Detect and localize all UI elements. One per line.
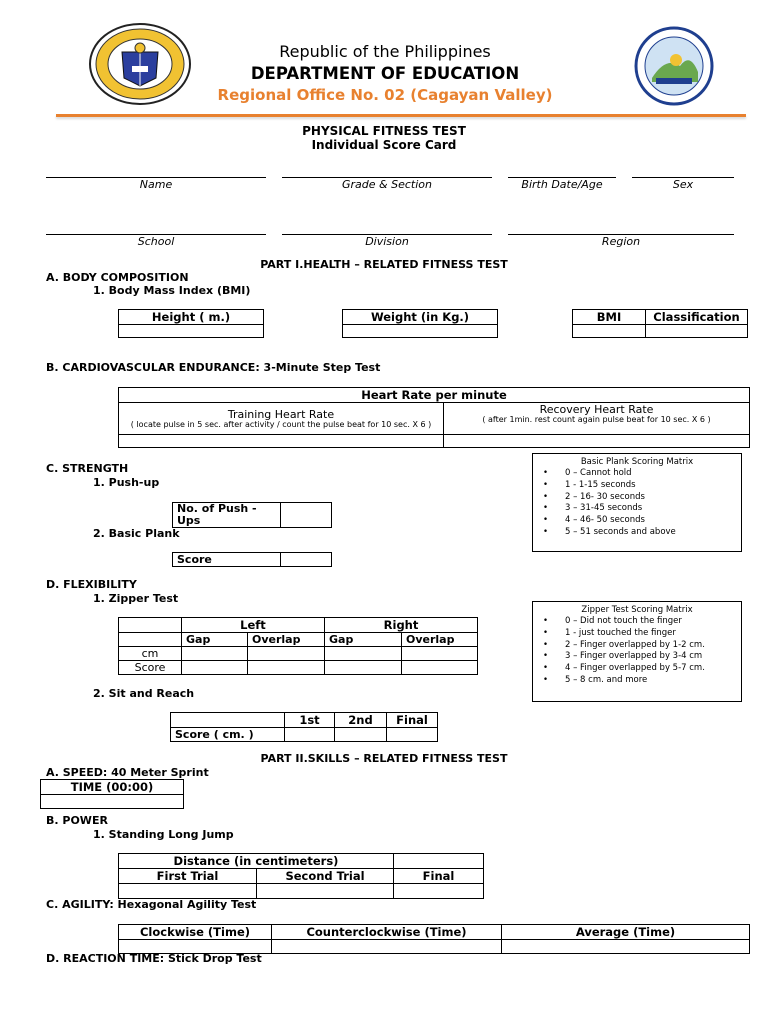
reaction-heading: D. REACTION TIME: Stick Drop Test (46, 952, 262, 965)
list-item: • 2 – 16- 30 seconds (539, 492, 735, 504)
list-item: • 5 – 51 seconds and above (539, 527, 735, 539)
sit-reach-item: 2. Sit and Reach (93, 687, 195, 700)
list-item: • 1 - 1-15 seconds (539, 480, 735, 492)
cm-row-label: cm (119, 647, 182, 661)
score-row-label: Score (119, 661, 182, 675)
recovery-hr-cell[interactable] (444, 435, 750, 448)
sit-reach-table (170, 712, 438, 742)
school-label: School (137, 235, 175, 248)
bmi-item: 1. Body Mass Index (BMI) (93, 284, 251, 297)
plank-score-label: Score (173, 553, 281, 567)
list-item: • 3 – Finger overlapped by 3-4 cm (539, 651, 735, 663)
zipper-matrix-title: Zipper Test Scoring Matrix (581, 605, 693, 615)
body-composition-heading: A. BODY COMPOSITION (46, 271, 189, 284)
speed-heading: A. SPEED: 40 Meter Sprint (46, 766, 209, 779)
distance-blank-cell (394, 854, 484, 869)
bmi-table (572, 309, 748, 338)
final-jump-header: Final (394, 869, 484, 884)
plank-table (172, 552, 332, 567)
republic-text: Republic of the Philippines (279, 42, 491, 61)
sex-label: Sex (672, 178, 694, 191)
right-gap-score-cell[interactable] (325, 661, 402, 675)
cardio-heading: B. CARDIOVASCULAR ENDURANCE: 3-Minute Step Test (46, 361, 381, 374)
right-gap-header: Gap (325, 633, 402, 647)
height-table (118, 309, 264, 338)
second-trial-jump-cell[interactable] (257, 884, 394, 899)
bmi-header: BMI (573, 310, 646, 325)
list-item: • 0 – Did not touch the finger (539, 616, 735, 628)
average-header: Average (Time) (502, 925, 750, 940)
department-title: DEPARTMENT OF EDUCATION (250, 64, 520, 83)
right-overlap-score-cell[interactable] (402, 661, 478, 675)
recovery-hr-note: ( after 1min. rest count again pulse beat for 10 sec. X 6 ) (482, 415, 711, 424)
left-gap-score-cell[interactable] (182, 661, 248, 675)
clockwise-header: Clockwise (Time) (119, 925, 272, 940)
part2-title: PART II.SKILLS – RELATED FITNESS TEST (260, 752, 508, 765)
sprint-table (40, 779, 184, 809)
grade-section-label: Grade & Section (342, 178, 432, 191)
form-subtitle: Individual Score Card (311, 138, 457, 152)
zipper-left-header: Left (182, 618, 325, 633)
list-item: • 4 – 46- 50 seconds (539, 515, 735, 527)
weight-header: Weight (in Kg.) (343, 310, 498, 325)
counterclockwise-header: Counterclockwise (Time) (272, 925, 502, 940)
list-item: • 1 - just touched the finger (539, 628, 735, 640)
plank-score-cell[interactable] (281, 553, 332, 567)
left-gap-cm-cell[interactable] (182, 647, 248, 661)
pushup-label: No. of Push - Ups (173, 503, 281, 528)
recovery-hr-header (444, 403, 750, 435)
plank-matrix-title: Basic Plank Scoring Matrix (580, 457, 694, 467)
regional-seal-right (632, 26, 716, 106)
plank-item: 2. Basic Plank (93, 527, 180, 540)
zipper-table (118, 617, 478, 675)
right-gap-cm-cell[interactable] (325, 647, 402, 661)
height-header: Height ( m.) (119, 310, 264, 325)
first-trial-cell[interactable] (285, 728, 335, 742)
flexibility-heading: D. FLEXIBILITY (46, 578, 137, 591)
long-jump-table (118, 853, 484, 899)
zipper-blank-cell (119, 633, 182, 647)
long-jump-item: 1. Standing Long Jump (93, 828, 234, 841)
sprint-time-cell[interactable] (41, 795, 184, 809)
bmi-cell[interactable] (573, 325, 646, 338)
zipper-matrix-list (539, 616, 735, 687)
recovery-hr-label: Recovery Heart Rate (539, 403, 654, 416)
sit-reach-corner-cell (171, 713, 285, 728)
second-trial-cell[interactable] (335, 728, 387, 742)
classification-header: Classification (646, 310, 748, 325)
pushup-cell[interactable] (281, 503, 332, 528)
heart-rate-table (118, 387, 750, 448)
pushup-item: 1. Push-up (93, 476, 160, 489)
header-divider (56, 114, 746, 117)
score-cm-label: Score ( cm. ) (171, 728, 285, 742)
right-overlap-cm-cell[interactable] (402, 647, 478, 661)
agility-heading: C. AGILITY: Hexagonal Agility Test (46, 898, 257, 911)
heart-rate-title: Heart Rate per minute (119, 388, 750, 403)
deped-seal-left (88, 22, 192, 106)
list-item: • 3 – 31-45 seconds (539, 503, 735, 515)
final-cell[interactable] (387, 728, 438, 742)
training-hr-cell[interactable] (119, 435, 444, 448)
birthdate-label: Birth Date/Age (521, 178, 603, 191)
weight-table (342, 309, 498, 338)
training-hr-note: ( locate pulse in 5 sec. after activity / count the pulse beat for 10 sec. X 6 ) (130, 419, 432, 429)
average-cell[interactable] (502, 940, 750, 954)
regional-office: Regional Office No. 02 (Cagayan Valley) (217, 86, 553, 104)
training-hr-header (119, 403, 444, 435)
height-cell[interactable] (119, 325, 264, 338)
strength-heading: C. STRENGTH (46, 462, 129, 475)
first-trial-header: 1st (285, 713, 335, 728)
left-overlap-score-cell[interactable] (248, 661, 325, 675)
part1-title: PART I.HEALTH – RELATED FITNESS TEST (260, 258, 508, 271)
final-jump-cell[interactable] (394, 884, 484, 899)
first-trial-jump-header: First Trial (119, 869, 257, 884)
training-hr-label: Training Heart Rate (227, 407, 335, 421)
final-header: Final (387, 713, 438, 728)
division-label: Division (365, 235, 409, 248)
list-item: • 4 – Finger overlapped by 5-7 cm. (539, 663, 735, 675)
first-trial-jump-cell[interactable] (119, 884, 257, 899)
weight-cell[interactable] (343, 325, 498, 338)
plank-scoring-matrix (532, 453, 742, 552)
form-title: PHYSICAL FITNESS TEST (302, 124, 466, 138)
second-trial-header: 2nd (335, 713, 387, 728)
list-item: • 0 – Cannot hold (539, 468, 735, 480)
classification-cell[interactable] (646, 325, 748, 338)
zipper-item: 1. Zipper Test (93, 592, 179, 605)
left-overlap-header: Overlap (248, 633, 325, 647)
power-heading: B. POWER (46, 814, 108, 827)
plank-matrix-list (539, 468, 735, 539)
zipper-scoring-matrix (532, 601, 742, 702)
pushup-table (172, 502, 332, 528)
left-overlap-cm-cell[interactable] (248, 647, 325, 661)
agility-table (118, 924, 750, 954)
list-item: • 2 – Finger overlapped by 1-2 cm. (539, 640, 735, 652)
sprint-time-header: TIME (00:00) (41, 780, 184, 795)
counterclockwise-cell[interactable] (272, 940, 502, 954)
right-overlap-header: Overlap (402, 633, 478, 647)
name-label: Name (139, 178, 173, 191)
list-item: • 5 – 8 cm. and more (539, 675, 735, 687)
distance-header: Distance (in centimeters) (119, 854, 394, 869)
zipper-corner-cell (119, 618, 182, 633)
second-trial-jump-header: Second Trial (257, 869, 394, 884)
left-gap-header: Gap (182, 633, 248, 647)
zipper-right-header: Right (325, 618, 478, 633)
region-label: Region (601, 235, 641, 248)
